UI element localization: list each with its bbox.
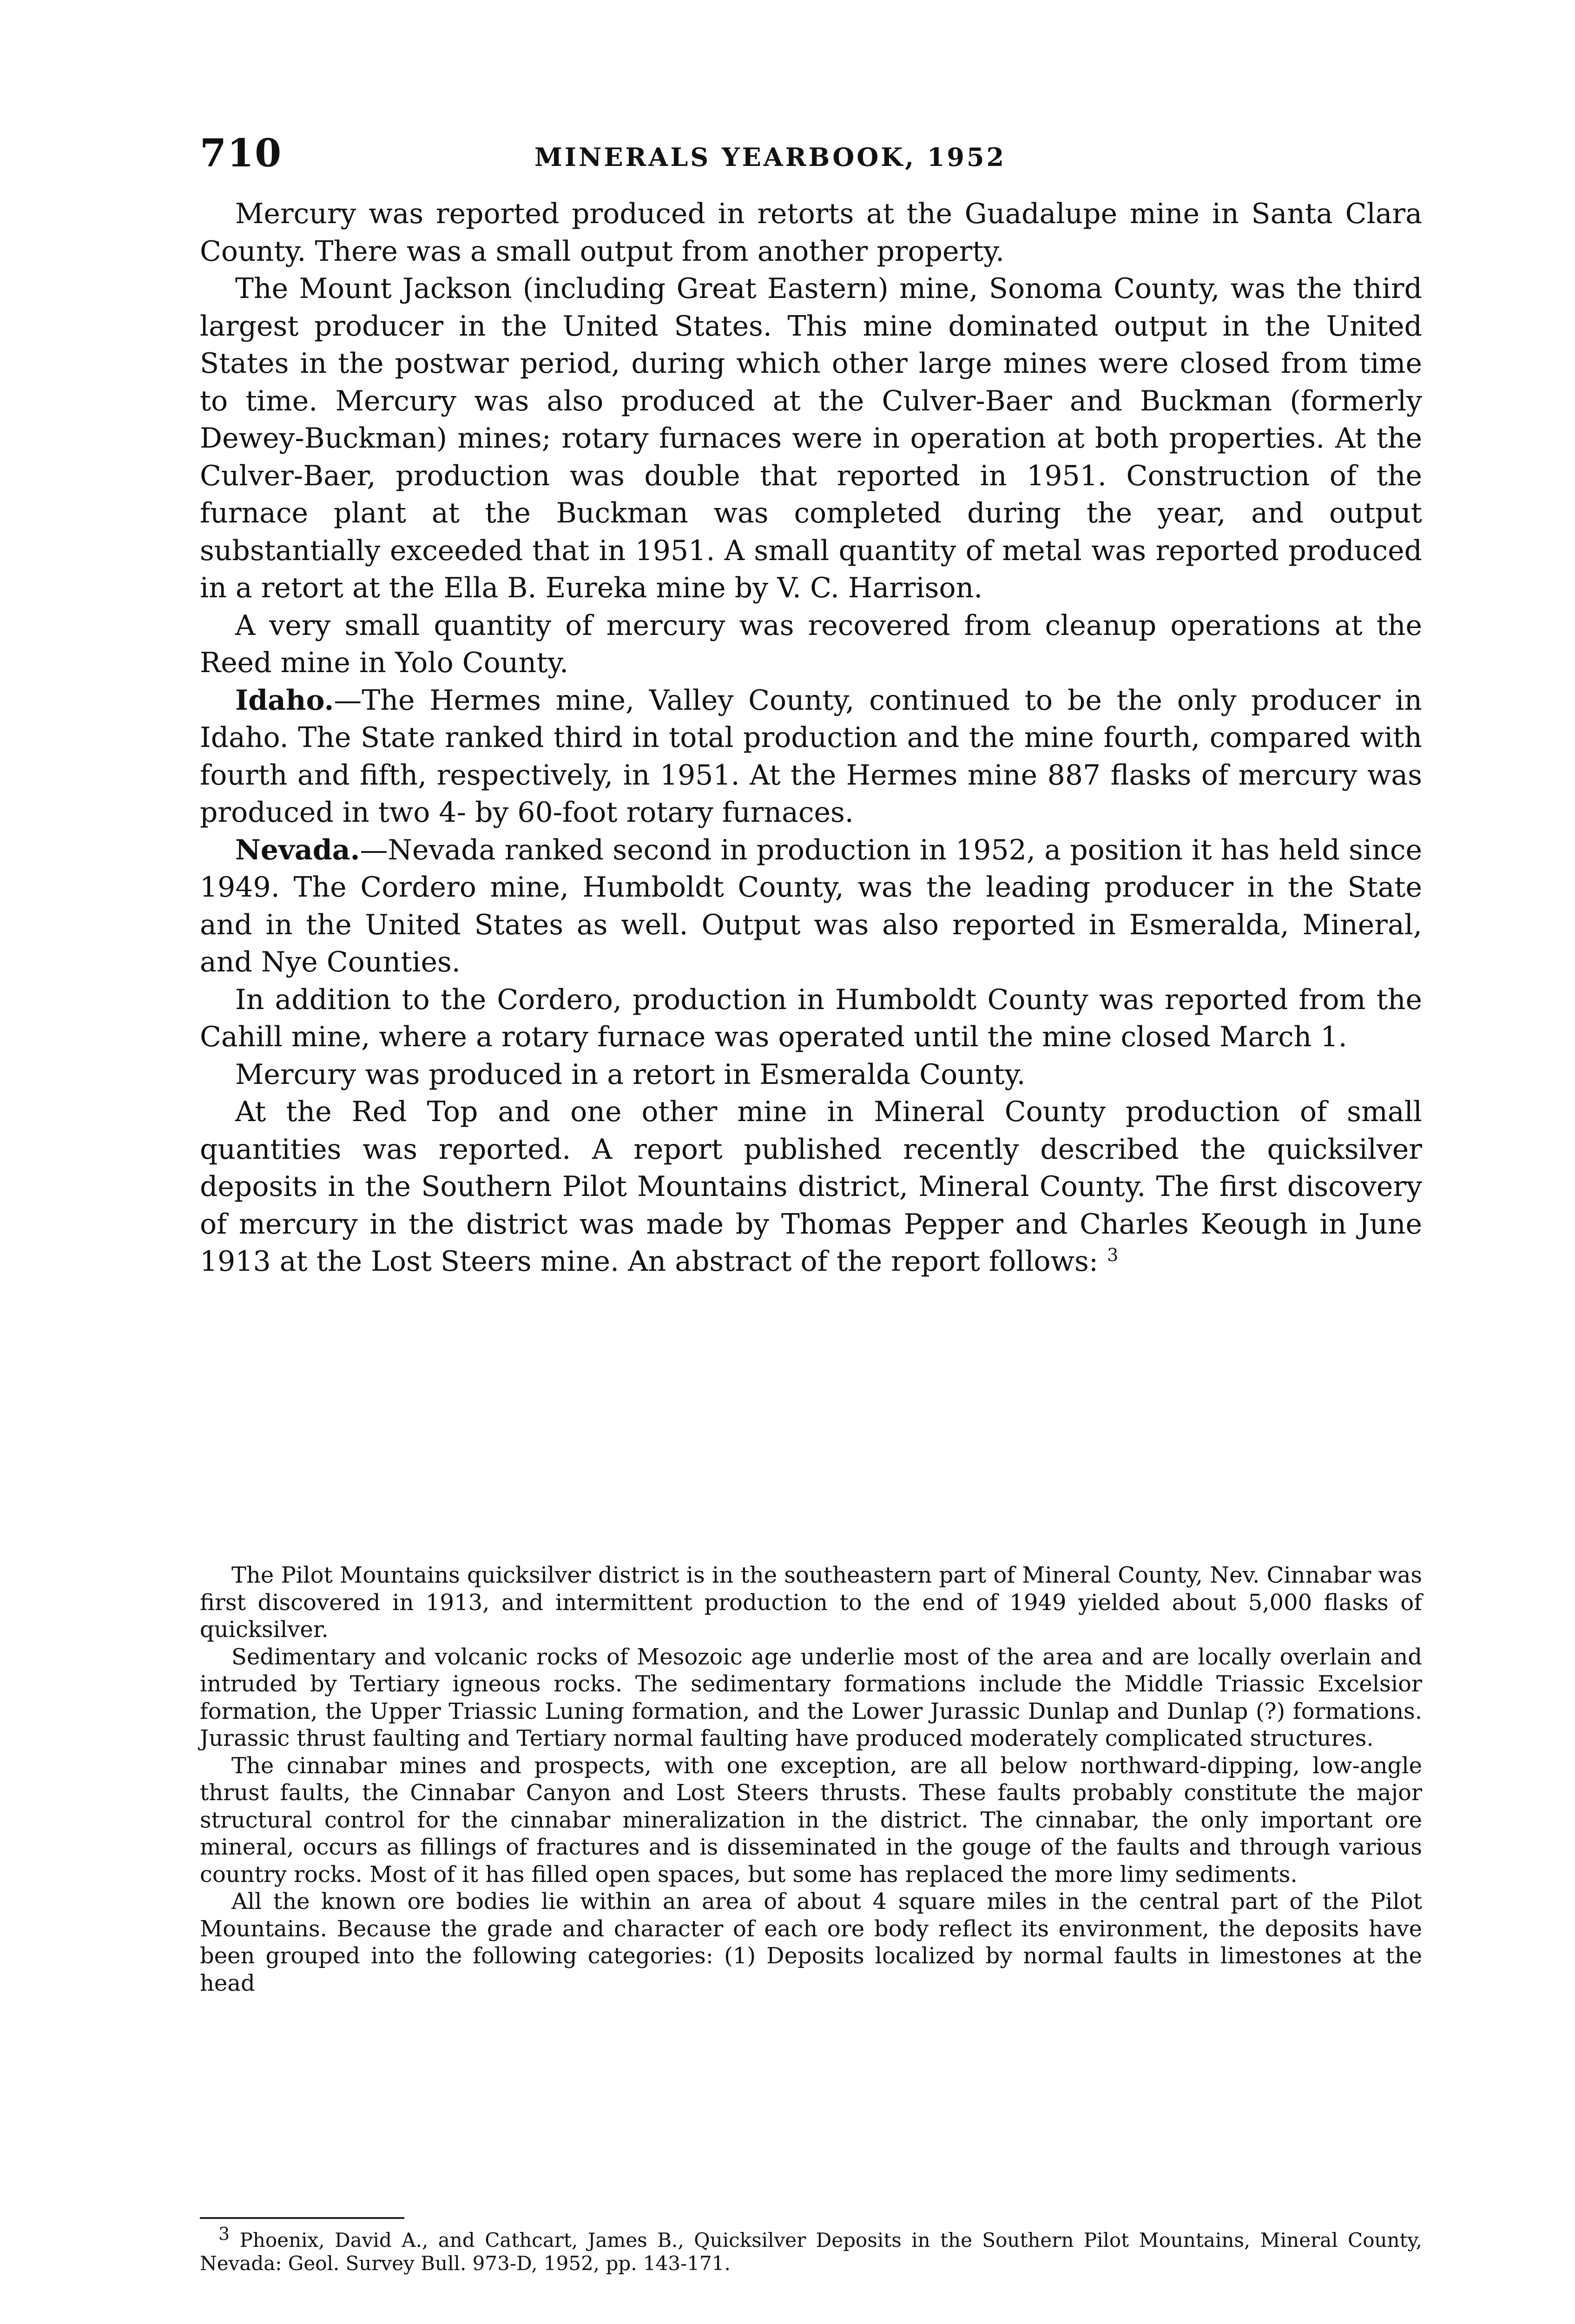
paragraph — [200, 1093, 1422, 1281]
footnote-text: Phoenix, David A., and Cathcart, James B., Quicksilver Deposits in the Southern Pilot Mountains, Mineral County, Nevada: Geol. Survey Bull. 973-D, 1952, pp. 143-171. — [200, 2229, 1422, 2275]
running-head: MINERALS YEARBOOK, 1952 — [534, 142, 1007, 172]
abstract-paragraph: All the known ore bodies lie within an area of about 4 square miles in the central part of the Pilot Mountains. Because the grade and character of each ore body reflect its environment, the deposits have been grouped into the following categories: (1) Deposits localized by normal faults in limestones at the head — [200, 1888, 1422, 1996]
paragraph-text: —Nevada ranked second in production in 1952, a position it has held since 1949. The Cordero mine, Humboldt County, was the leading producer in the State and in the United States as well. Output was also reported in Esmeralda, Mineral, and Nye Counties. — [200, 833, 1422, 978]
abstract-paragraph: The Pilot Mountains quicksilver district is in the southeastern part of Mineral County, Nev. Cinnabar was first discovered in 1913, and intermittent production to the end of 1949 yielded about 5,000 flasks of quicksilver. — [200, 1562, 1422, 1643]
page-number: 710 — [200, 131, 283, 176]
footnote — [200, 2224, 1422, 2275]
paragraph-text: At the Red Top and one other mine in Mineral County production of small quantities was reported. A report published recently described the quicksilver deposits in the Southern Pilot Mountains district, Mineral County. The first discovery of mercury in the district was made by Thomas Pepper and Charles Keough in June 1913 at the Lost Steers mine. An abstract of the report follows: — [200, 1096, 1422, 1278]
paragraph — [200, 832, 1422, 981]
report-abstract — [200, 1562, 1422, 1997]
footnote-divider — [200, 2217, 404, 2219]
paragraph-text: A very small quantity of mercury was recovered from cleanup operations at the Reed mine in Yolo County. — [200, 609, 1422, 679]
paragraph — [200, 682, 1422, 832]
paragraph-text: Mercury was reported produced in retorts at the Guadalupe mine in Santa Clara County. There was a small output from another property. — [200, 198, 1422, 268]
main-text — [200, 195, 1422, 1281]
paragraph-text: Mercury was produced in a retort in Esmeralda County. — [235, 1058, 1026, 1091]
state-heading-nevada: Nevada. — [235, 833, 360, 866]
footnote-marker: 3 — [218, 2224, 230, 2244]
paragraph — [200, 195, 1422, 270]
paragraph-text: The Mount Jackson (including Great Eastern) mine, Sonoma County, was the third largest producer in the United States. This mine dominated output in the United States in the postwar period, during which other large mines were closed from time to time. Mercury was also produced at the Culver-Baer and Buckman (formerly Dewey-Buckman) mines; rotary furnaces were in operation at both properties. At the Culver-Baer, production was double that reported in 1951. Construction of the furnace plant at the Buckman was completed during the year, and output substantially exceeded that in 1951. A small quantity of metal was reported produced in a retort at the Ella B. Eureka mine by V. C. Harrison. — [200, 272, 1422, 604]
footnote-reference[interactable]: 3 — [1107, 1245, 1119, 1265]
paragraph-text: In addition to the Cordero, production in Humboldt County was reported from the Cahill mine, where a rotary furnace was operated until the mine closed March 1. — [200, 983, 1422, 1053]
paragraph — [200, 981, 1422, 1056]
paragraph-text: —The Hermes mine, Valley County, continued to be the only producer in Idaho. The State ranked third in total production and the mine fourth, compared with fourth and fifth, respectively, in 1951. At the Hermes mine 887 flasks of mercury was produced in two 4- by 60-foot rotary furnaces. — [200, 684, 1422, 829]
page-header — [200, 126, 1422, 178]
paragraph — [200, 270, 1422, 607]
state-heading-idaho: Idaho. — [235, 684, 334, 717]
abstract-paragraph: Sedimentary and volcanic rocks of Mesozoic age underlie most of the area and are locally overlain and intruded by Tertiary igneous rocks. The sedimentary formations include the Middle Triassic Excelsior formation, the Upper Triassic Luning formation, and the Lower Jurassic Dunlap and Dunlap (?) formations. Jurassic thrust faulting and Tertiary normal faulting have produced moderately complicated structures. — [200, 1644, 1422, 1751]
abstract-paragraph: The cinnabar mines and prospects, with one exception, are all below northward-dipping, low-angle thrust faults, the Cinnabar Canyon and Lost Steers thrusts. These faults probably constitute the major structural control for the cinnabar mineralization in the district. The cinnabar, the only important ore mineral, occurs as fillings of fractures and is disseminated in the gouge of the faults and through various country rocks. Most of it has filled open spaces, but some has replaced the more limy sediments. — [200, 1752, 1422, 1888]
paragraph — [200, 1056, 1422, 1094]
paragraph — [200, 607, 1422, 682]
